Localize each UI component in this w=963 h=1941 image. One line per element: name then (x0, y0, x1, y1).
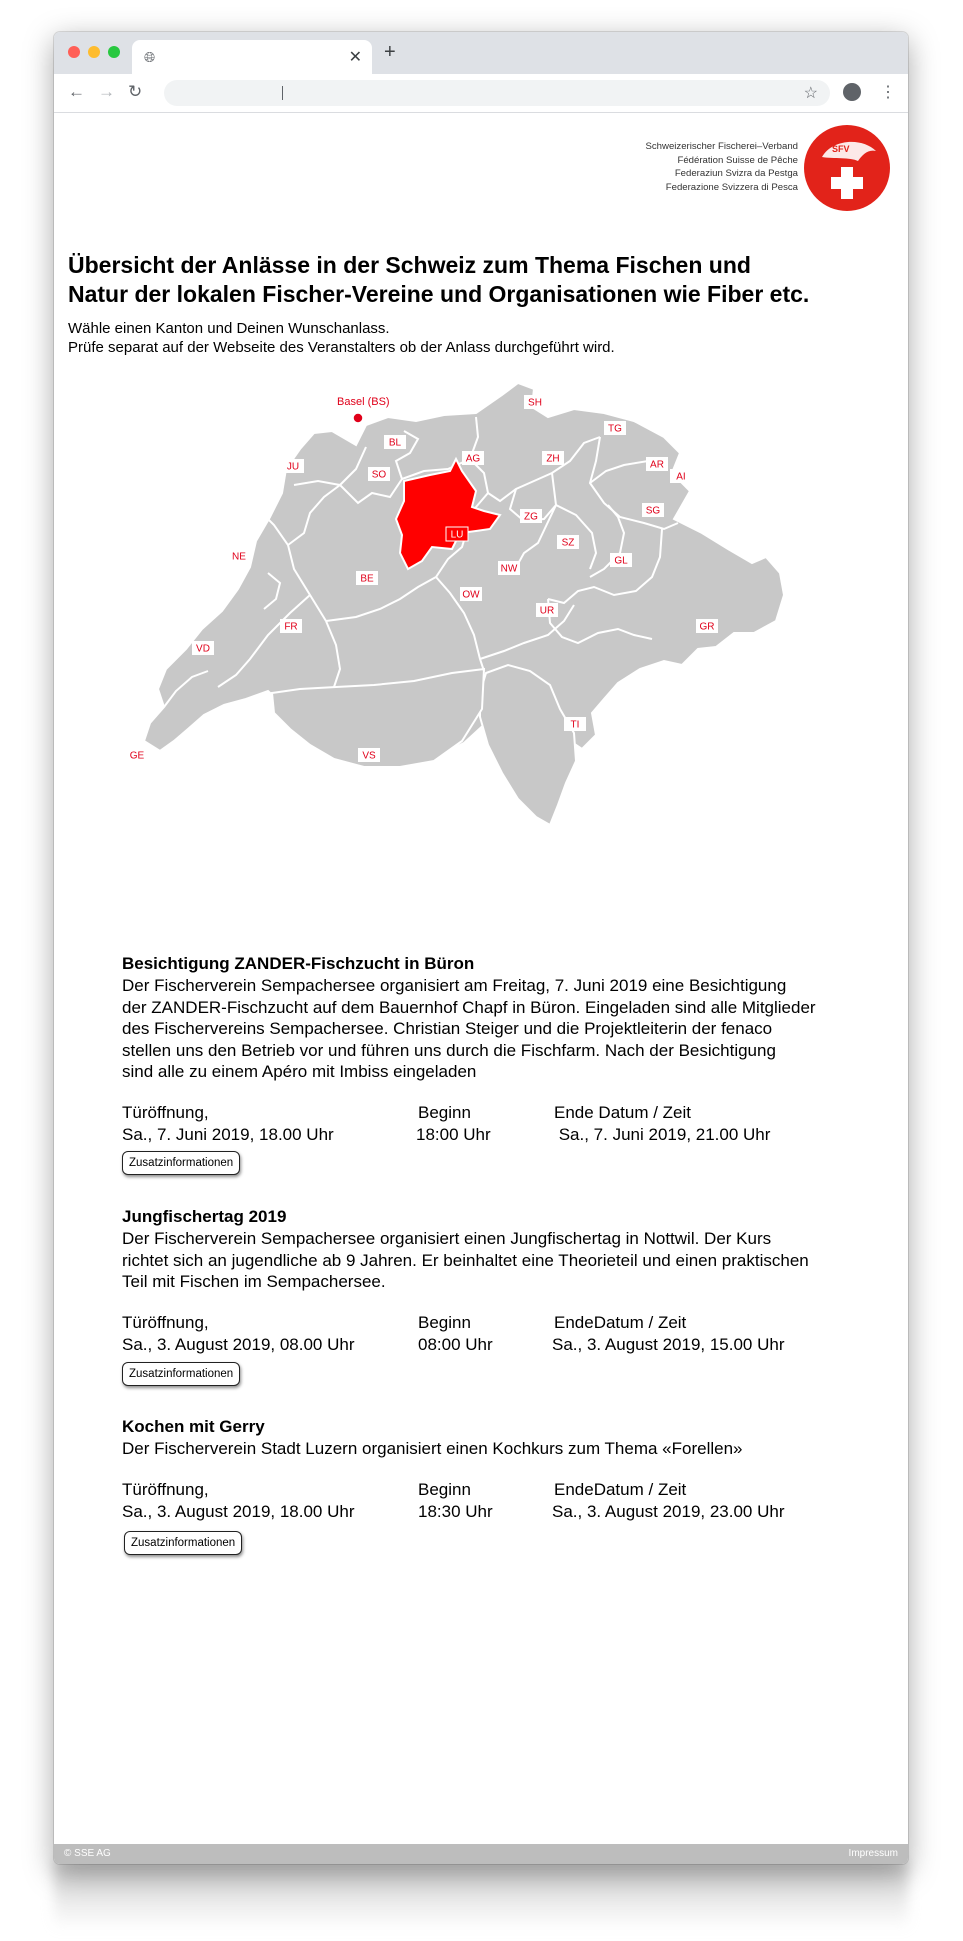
event-description (122, 1228, 862, 1293)
event-item (122, 1416, 862, 1549)
org-name-de: Schweizerischer Fischerei–Verband (645, 141, 798, 152)
org-name-rm: Federaziun Svizra da Pestga (674, 168, 798, 180)
event-description (122, 975, 862, 1083)
canton-label-ge[interactable] (126, 748, 148, 762)
event-title: Jungfischertag 2019 (122, 1207, 287, 1226)
canton-label-text: GE (129, 750, 145, 762)
event-description-line: richtet sich an jugendliche ab 9 Jahren. Er beinhaltet eine Theorieteil und einen praktischen (122, 1250, 809, 1270)
sfv-logo[interactable] (804, 125, 890, 211)
close-tab-icon[interactable]: ✕ (348, 49, 362, 66)
page-content (54, 113, 908, 1844)
org-names (645, 140, 798, 194)
browser-window (54, 32, 908, 1864)
door-opening-value: Sa., 7. Juni 2019, 18.00 Uhr (122, 1124, 334, 1144)
canton-label-text: TI (570, 719, 580, 731)
close-window-button[interactable] (68, 46, 80, 58)
end-value: Sa., 7. Juni 2019, 21.00 Uhr (554, 1124, 771, 1144)
canton-label-sz[interactable] (557, 535, 579, 549)
end-header: Ende Datum / Zeit (554, 1102, 692, 1122)
event-description-line: Der Fischerverein Stadt Luzern organisiert einen Kochkurs zum Thema «Forellen» (122, 1439, 743, 1458)
event-description-line: Der Fischerverein Sempachersee organisiert einen Jungfischertag in Nottwil. Der Kurs (122, 1229, 772, 1248)
canton-label-text: VS (362, 750, 376, 762)
canton-label-text: VD (196, 643, 210, 655)
basel-city-dot[interactable] (353, 413, 363, 423)
bookmark-star-icon[interactable]: ☆ (803, 85, 818, 102)
title-line-1: Übersicht der Anlässe in der Schweiz zum Thema Fischen und (68, 252, 751, 278)
canton-label-text: NE (232, 551, 246, 563)
door-opening-header: Türöffnung, (122, 1312, 209, 1332)
canton-label-zg[interactable] (520, 509, 542, 523)
minimize-window-button[interactable] (88, 46, 100, 58)
tab-strip (54, 32, 908, 74)
canton-label-gr[interactable] (696, 619, 718, 633)
maximize-window-button[interactable] (108, 46, 120, 58)
door-opening-header: Türöffnung, (122, 1479, 209, 1499)
canton-label-text: NW (500, 563, 518, 575)
end-value: Sa., 3. August 2019, 15.00 Uhr (552, 1334, 785, 1354)
canton-label-ur[interactable] (536, 603, 558, 617)
account-icon[interactable] (843, 83, 861, 101)
event-title: Besichtigung ZANDER-Fischzucht in Büron (122, 954, 475, 973)
canton-label-text: AI (676, 471, 686, 483)
canton-label-zh[interactable] (542, 451, 564, 465)
canton-label-ag[interactable] (462, 451, 484, 465)
canton-label-so[interactable] (368, 467, 390, 481)
event-description-line: stellen uns den Betrieb vor und führen uns durch die Fischfarm. Nach der Besichtigung (122, 1040, 776, 1060)
canton-label-nw[interactable] (498, 561, 520, 575)
start-value: 08:00 Uhr (418, 1334, 493, 1354)
canton-label-text: ZG (524, 511, 538, 523)
event-description-line: der ZANDER-Fischzucht auf dem Bauernhof Chapf in Büron. Eingeladen sind alle Mitglieder (122, 997, 816, 1017)
globe-icon: 🌐︎ (144, 49, 156, 65)
basel-city-label[interactable]: Basel (BS) (337, 396, 390, 408)
window-shadow (54, 1860, 908, 1930)
canton-label-text: JU (286, 461, 300, 473)
start-header: Beginn (418, 1102, 471, 1122)
canton-label-text: SH (528, 397, 542, 409)
canton-label-be[interactable] (356, 571, 378, 585)
additional-info-button[interactable]: Zusatzinformationen (124, 1531, 242, 1555)
canton-label-text: SO (371, 469, 387, 481)
browser-toolbar (54, 74, 908, 113)
canton-label-sh[interactable] (524, 395, 546, 409)
impressum-link[interactable]: Impressum (848, 1848, 898, 1859)
canton-label-vd[interactable] (192, 641, 214, 655)
canton-label-text: SZ (561, 537, 575, 549)
forward-icon[interactable]: → (98, 82, 115, 101)
canton-label-text: FR (284, 621, 298, 633)
canton-label-fr[interactable] (280, 619, 302, 633)
browser-tab[interactable] (132, 40, 372, 74)
canton-label-bl[interactable] (384, 435, 406, 449)
canton-label-ai[interactable] (670, 469, 692, 483)
canton-label-ti[interactable] (564, 717, 586, 731)
canton-label-text: BL (388, 437, 402, 449)
canton-label-ju[interactable] (282, 459, 304, 473)
canton-label-sg[interactable] (642, 503, 664, 517)
canton-label-text: SG (645, 505, 661, 517)
switzerland-canton-map[interactable] (104, 373, 864, 863)
canton-label-text: GR (699, 621, 715, 633)
event-description-line: Teil mit Fischen im Sempachersee. (122, 1272, 386, 1291)
door-opening-header: Türöffnung, (122, 1102, 209, 1122)
canton-label-ow[interactable] (460, 587, 482, 601)
new-tab-icon[interactable]: + (384, 41, 396, 63)
intro-line-1: Wähle einen Kanton und Deinen Wunschanlass. (68, 320, 390, 337)
canton-label-text: UR (539, 605, 555, 617)
canton-label-text: OW (462, 589, 480, 601)
additional-info-button[interactable]: Zusatzinformationen (122, 1151, 240, 1175)
canton-label-lu[interactable] (446, 527, 468, 541)
event-description-line: sind alle zu einem Apéro mit Imbiss eingeladen (122, 1062, 477, 1081)
event-schedule (122, 1312, 862, 1356)
end-header: EndeDatum / Zeit (554, 1312, 687, 1332)
page-footer (54, 1844, 908, 1864)
end-value: Sa., 3. August 2019, 23.00 Uhr (552, 1501, 785, 1521)
page-title (68, 251, 888, 309)
canton-label-ar[interactable] (646, 457, 668, 471)
copyright-text: © SSE AG (64, 1848, 111, 1859)
event-item (122, 953, 862, 1169)
canton-label-text: BE (360, 573, 374, 585)
canton-label-text: LU (450, 529, 464, 541)
canton-label-vs[interactable] (358, 748, 380, 762)
event-schedule (122, 1479, 862, 1523)
org-name-fr: Fédération Suisse de Pêche (677, 154, 798, 166)
title-line-2: Natur der lokalen Fischer-Vereine und Organisationen wie Fiber etc. (68, 281, 810, 307)
event-schedule (122, 1102, 862, 1146)
event-description-line: des Fischervereins Sempachersee. Christian Steiger und die Projektleiterin der fenaco (122, 1019, 773, 1038)
svg-text:SFV: SFV (832, 144, 850, 154)
reload-icon[interactable]: ↻ (128, 82, 143, 101)
event-description (122, 1438, 862, 1460)
canton-label-text: ZH (546, 453, 560, 465)
canton-label-ne[interactable] (228, 549, 250, 563)
canton-label-text: AR (650, 459, 664, 471)
intro-text (68, 319, 615, 357)
canton-label-text: GL (614, 555, 628, 567)
address-bar[interactable] (164, 80, 830, 106)
door-opening-value: Sa., 3. August 2019, 08.00 Uhr (122, 1334, 355, 1354)
canton-label-gl[interactable] (610, 553, 632, 567)
start-value: 18:00 Uhr (416, 1124, 491, 1144)
event-description-line: Der Fischerverein Sempachersee organisiert am Freitag, 7. Juni 2019 eine Besichtigung (122, 976, 787, 995)
text-caret (282, 86, 283, 100)
additional-info-button[interactable]: Zusatzinformationen (122, 1362, 240, 1386)
canton-label-text: AG (465, 453, 481, 465)
canton-label-tg[interactable] (604, 421, 626, 435)
door-opening-value: Sa., 3. August 2019, 18.00 Uhr (122, 1501, 355, 1521)
start-header: Beginn (418, 1312, 471, 1332)
back-icon[interactable]: ← (68, 82, 85, 101)
canton-label-text: TG (608, 423, 622, 435)
start-header: Beginn (418, 1479, 471, 1499)
end-header: EndeDatum / Zeit (554, 1479, 687, 1499)
org-name-it: Federazione Svizzera di Pesca (665, 181, 798, 193)
event-title: Kochen mit Gerry (122, 1417, 265, 1436)
intro-line-2: Prüfe separat auf der Webseite des Veranstalters ob der Anlass durchgeführt wird. (68, 339, 615, 356)
browser-menu-icon[interactable]: ⋮ (880, 84, 896, 101)
start-value: 18:30 Uhr (418, 1501, 493, 1521)
event-item (122, 1206, 862, 1380)
